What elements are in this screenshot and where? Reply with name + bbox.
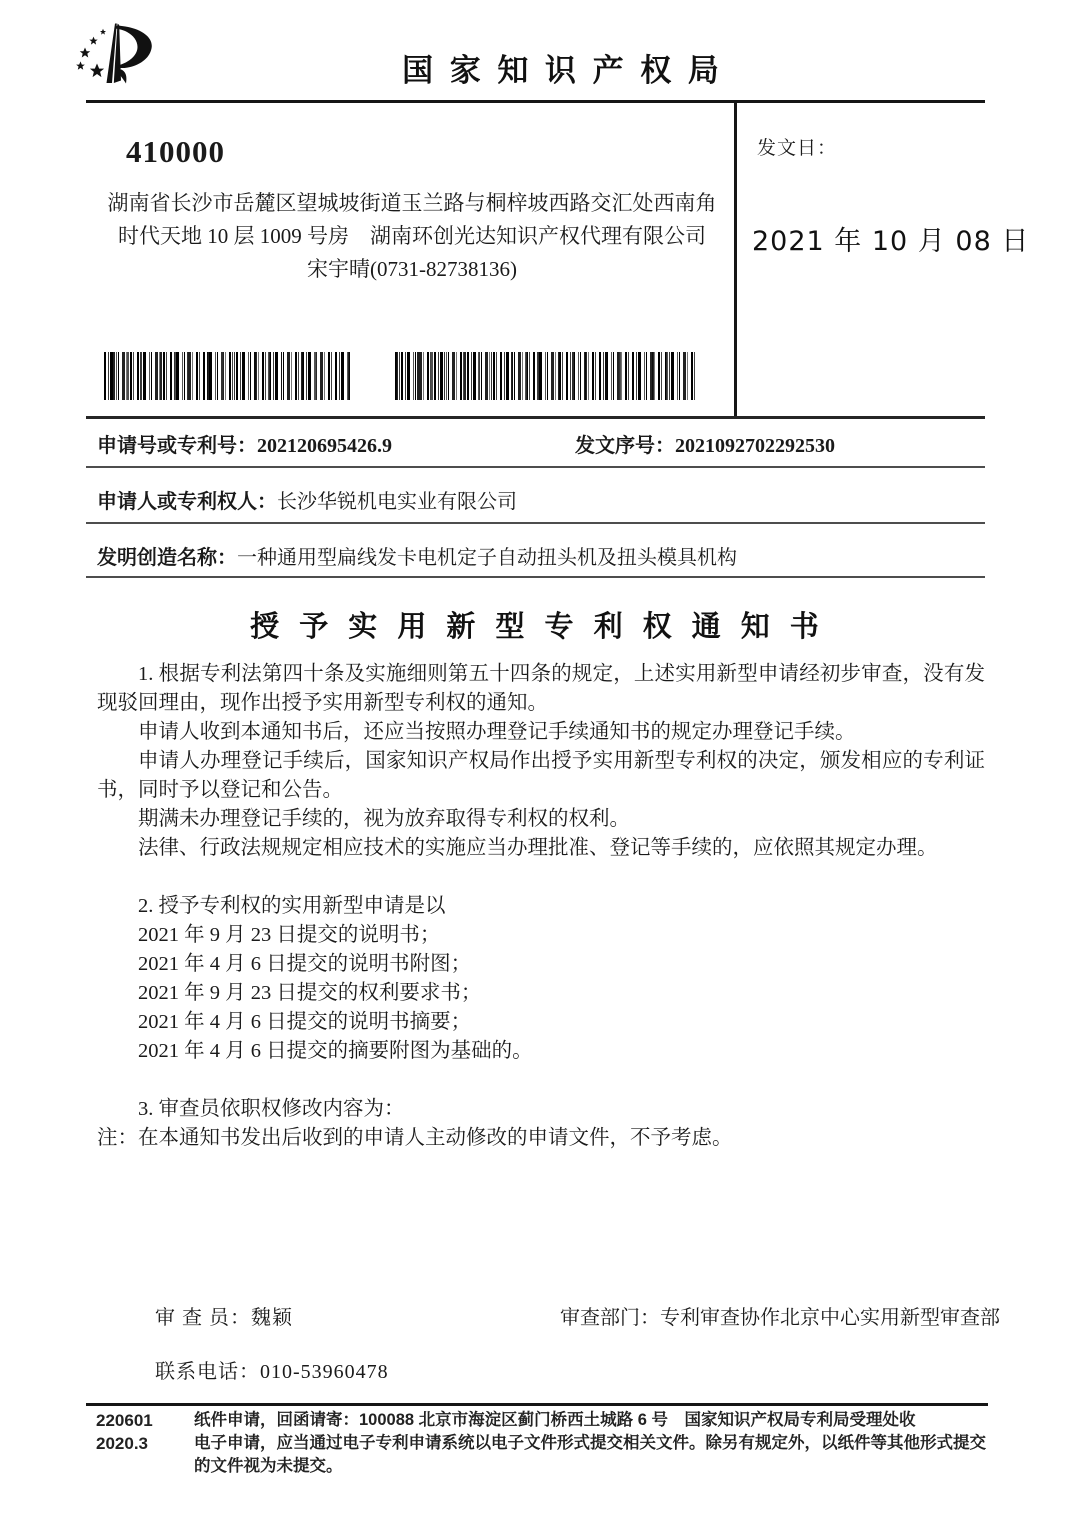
examiner-label-and-name [155,1307,293,1329]
footer-note-paper: 纸件申请，回函请寄：100088 北京市海淀区蓟门桥西土城路 6 号 国家知识产权局专利局受理处收 [194,1411,916,1429]
barcode-serial-number [395,352,698,400]
footer-note-electronic: 电子申请，应当通过电子专利申请系统以电子文件形式提交相关文件。除另有规定外，以纸件等其他形式提交的文件视为未提交。 [194,1434,986,1475]
application-number-label: 申请号或专利号： [97,435,257,457]
dispatch-date-label: 发文日： [757,138,838,159]
paragraph-spacer [97,1066,985,1095]
notice-paragraph: 申请人办理登记手续后，国家知识产权局作出授予实用新型专利权的决定，颁发相应的专利证书，同时予以登记和公告。 [97,750,985,801]
address-line-2: 时代天地 10 层 1009 号房 湖南环创光达知识产权代理有限公司 [118,224,706,248]
section2-intro: 2. 授予专利权的实用新型申请是以 [138,895,446,917]
agency-title: 国 家 知 识 产 权 局 [402,53,723,88]
department-label: 审查部门： [560,1307,660,1329]
row-separator [86,522,985,524]
basis-line: 2021 年 4 月 6 日提交的摘要附图为基础的。 [138,1040,533,1062]
application-number-row [97,429,985,458]
invention-title-value: 一种通用型扁线发卡电机定子自动扭头机及扭头模具机构 [237,547,737,569]
barcode-application-number [104,352,350,400]
invention-title-row [97,541,985,570]
footer-form-version: 2020.3 [96,1434,148,1453]
invention-title-label: 发明创造名称： [97,547,237,569]
notice-body [97,660,985,1153]
department-value: 专利审查协作北京中心实用新型审查部 [660,1307,1000,1329]
footer-notes [194,1409,994,1478]
basis-line: 2021 年 4 月 6 日提交的说明书附图； [138,953,472,975]
recipient-line: 宋宇晴(0731-82738136) [307,257,517,281]
footer-form-codes [96,1409,153,1455]
mail-box-bottom-rule [86,416,985,419]
basis-line: 2021 年 4 月 6 日提交的说明书摘要； [138,1011,472,1033]
examiner-block [97,1301,1000,1383]
mailing-address-block [92,187,732,286]
notice-title: 授 予 实 用 新 型 专 利 权 通 知 书 [250,611,825,643]
footer-rule [86,1403,988,1406]
examiner-label: 审 查 员： [155,1307,251,1329]
phone-label: 联系电话： [155,1361,260,1383]
dispatch-date-value: 2021 年 10 月 08 日 [752,226,1030,257]
serial-number-group [575,429,835,458]
section3-note: 注：在本通知书发出后收到的申请人主动修改的申请文件，不予考虑。 [97,1127,733,1149]
examiner-row [97,1301,1000,1329]
row-separator [86,576,985,578]
phone-row [97,1355,985,1381]
notice-paragraph: 申请人收到本通知书后，还应当按照办理登记手续通知书的规定办理登记手续。 [138,721,856,743]
basis-line: 2021 年 9 月 23 日提交的权利要求书； [138,982,482,1004]
address-line-1: 湖南省长沙市岳麓区望城坡街道玉兰路与桐梓坡西路交汇处西南角 [107,191,717,215]
notice-paragraph: 1. 根据专利法第四十条及实施细则第五十四条的规定，上述实用新型申请经初步审查，没有发现驳回理由，现作出授予实用新型专利权的通知。 [97,663,985,714]
phone-group [155,1361,389,1383]
applicant-row [97,485,985,514]
examiner-name: 魏颖 [251,1307,293,1329]
footer-form-code: 220601 [96,1411,153,1430]
paragraph-spacer [97,863,985,892]
notice-paragraph: 期满未办理登记手续的，视为放弃取得专利权的权利。 [138,808,630,830]
notice-paragraph: 法律、行政法规规定相应技术的实施应当办理批准、登记等手续的，应依照其规定办理。 [138,837,938,859]
row-separator [86,466,985,468]
serial-number-value: 2021092702292530 [675,435,835,457]
date-box-divider [734,100,737,419]
postal-code: 410000 [126,134,225,169]
basis-line: 2021 年 9 月 23 日提交的说明书； [138,924,441,946]
application-number-value: 202120695426.9 [257,435,392,457]
header-rule [86,100,985,103]
serial-number-label: 发文序号： [575,435,675,457]
phone-value: 010-53960478 [260,1361,389,1383]
section3-title: 3. 审查员依职权修改内容为： [138,1098,405,1120]
applicant-label: 申请人或专利权人： [97,491,277,513]
applicant-value: 长沙华锐机电实业有限公司 [277,491,517,513]
department-group [560,1301,1000,1330]
